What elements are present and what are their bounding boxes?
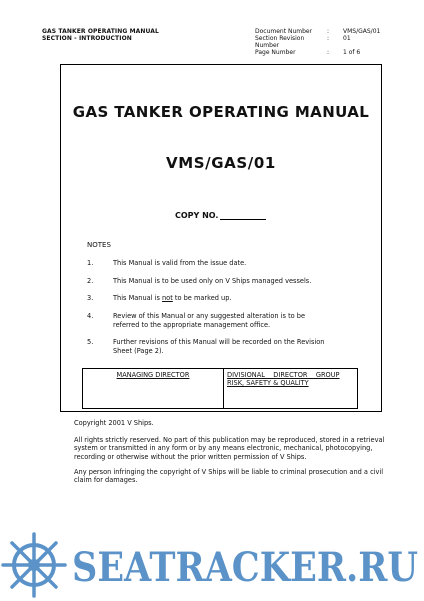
note-text: This Manual is valid from the issue date. bbox=[113, 259, 247, 267]
header-value: 01 bbox=[343, 35, 351, 42]
note-item bbox=[87, 338, 328, 355]
signature-cell-divisional-director bbox=[224, 369, 357, 408]
signature-label-line2: RISK, SAFETY & QUALITY bbox=[227, 379, 309, 387]
note-text: This Manual is to be used only on V Ships managed vessels. bbox=[113, 277, 312, 285]
watermark-text: SEATRACKER.RU bbox=[72, 544, 418, 591]
copy-number-field bbox=[175, 211, 266, 220]
infringement-paragraph: Any person infringing the copyright of V Ships will be liable to criminal prosecution and a civil claim for damages. bbox=[74, 468, 384, 485]
header-label: Document Number bbox=[255, 28, 313, 35]
note-text: Further revisions of this Manual will be recorded on the Revision Sheet (Page 2). bbox=[113, 338, 325, 355]
copy-number-blank bbox=[220, 211, 266, 220]
header-document-info bbox=[255, 28, 380, 56]
signature-label: MANAGING DIRECTOR bbox=[116, 371, 190, 379]
cover-title: GAS TANKER OPERATING MANUAL bbox=[72, 103, 370, 121]
copyright-notice: Copyright 2001 V Ships. bbox=[74, 419, 154, 427]
header-colon: : bbox=[327, 35, 330, 42]
note-number: 4. bbox=[87, 312, 94, 320]
signature-label: DIVISIONAL DIRECTOR GROUP bbox=[227, 371, 340, 379]
header-colon: : bbox=[327, 49, 330, 56]
note-item bbox=[87, 294, 328, 303]
header-row-revision-number bbox=[255, 35, 380, 49]
header-row-page-number bbox=[255, 49, 380, 56]
cover-document-number: VMS/GAS/01 bbox=[166, 154, 276, 172]
header-value: VMS/GAS/01 bbox=[343, 28, 381, 35]
header-section-line: SECTION - INTRODUCTION bbox=[42, 35, 132, 42]
header-colon: : bbox=[327, 28, 330, 35]
note-item bbox=[87, 259, 328, 268]
cover-box bbox=[60, 64, 382, 412]
rights-paragraph: All rights strictly reserved. No part of this publication may be reproduced, stored in a retrieval system or transmitted in any form or by any means electronic, mechanical, photocopying, recording or otherwise without the prior written permission of V Ships. bbox=[74, 436, 385, 461]
note-text-pre: This Manual is bbox=[113, 294, 162, 302]
header-label: Section Revision Number bbox=[255, 35, 305, 49]
note-number: 2. bbox=[87, 277, 94, 285]
watermark-logo bbox=[0, 527, 424, 599]
ship-wheel-icon bbox=[3, 534, 65, 596]
note-number: 3. bbox=[87, 294, 94, 302]
note-text-emphasis: not bbox=[162, 294, 173, 302]
signature-table bbox=[82, 368, 358, 409]
note-text-post: to be marked up. bbox=[172, 294, 232, 302]
signature-cell-managing-director bbox=[83, 369, 224, 408]
note-text bbox=[113, 294, 328, 303]
notes-heading: NOTES bbox=[87, 241, 111, 249]
header-manual-title bbox=[42, 28, 159, 42]
header-value: 1 of 6 bbox=[343, 49, 361, 56]
header-title-line: GAS TANKER OPERATING MANUAL bbox=[42, 28, 159, 35]
note-item bbox=[87, 312, 328, 329]
note-item bbox=[87, 277, 328, 286]
note-number: 1. bbox=[87, 259, 94, 267]
copy-number-label: COPY NO. bbox=[175, 211, 219, 220]
header-label: Page Number bbox=[255, 49, 296, 56]
header-row-document-number bbox=[255, 28, 380, 35]
note-text: Review of this Manual or any suggested alteration is to be referred to the appropriate management office. bbox=[113, 312, 306, 329]
note-number: 5. bbox=[87, 338, 94, 346]
